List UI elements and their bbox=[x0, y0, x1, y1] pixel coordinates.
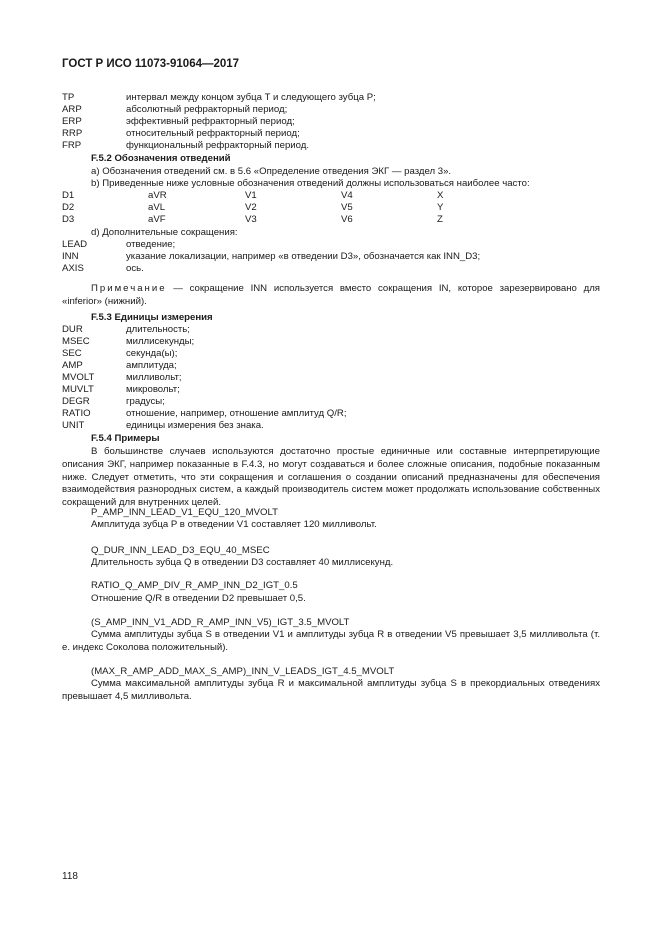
unit-value: длительность; bbox=[126, 324, 190, 335]
example-code: Q_DUR_INN_LEAD_D3_EQU_40_MSEC bbox=[91, 545, 270, 556]
abbrev-value: отведение; bbox=[126, 239, 176, 250]
abbrev-key: INN bbox=[62, 251, 79, 262]
example-desc: Отношение Q/R в отведении D2 превышает 0,5. bbox=[91, 593, 306, 604]
unit-row bbox=[62, 324, 602, 336]
unit-key: DEGR bbox=[62, 396, 90, 407]
intro-paragraph: В большинстве случаев используются достаточно простые единичные или составные интерпретирующие описания ЭКГ, например показанные в F.4.3, но могут создаваться и более сложные описания, подобные показанным ниже. Следует отметить, что эти сокращения и соглашения о создании описаний предназначены для обеспечения взаимодействия разнородных систем, а каждый производитель систем может продолжать использование собственных сокращений для внутренних целей. bbox=[62, 446, 600, 509]
unit-value: миллисекунды; bbox=[126, 336, 195, 347]
unit-row bbox=[62, 384, 602, 396]
unit-row bbox=[62, 396, 602, 408]
unit-value: микровольт; bbox=[126, 384, 180, 395]
section-title-f54: F.5.4 Примеры bbox=[91, 433, 160, 444]
abbrev-key: LEAD bbox=[62, 239, 88, 250]
abbrev-key: RRP bbox=[62, 128, 83, 139]
abbrev-key: TP bbox=[62, 92, 75, 103]
lead-cell: D3 bbox=[62, 214, 75, 225]
lead-cell: aVL bbox=[148, 202, 166, 213]
abbrev-value: абсолютный рефракторный период; bbox=[126, 104, 288, 115]
lead-cell: aVR bbox=[148, 190, 167, 201]
note-label: Примечание bbox=[91, 283, 167, 294]
unit-value: единицы измерения без знака. bbox=[126, 420, 264, 431]
lead-cell: D2 bbox=[62, 202, 75, 213]
lead-cell: Y bbox=[437, 202, 444, 213]
unit-key: SEC bbox=[62, 348, 82, 359]
unit-key: RATIO bbox=[62, 408, 91, 419]
abbrev-value: эффективный рефракторный период; bbox=[126, 116, 295, 127]
lead-cell: V2 bbox=[245, 202, 257, 213]
unit-value: секунда(ы); bbox=[126, 348, 178, 359]
unit-value: отношение, например, отношение амплитуд Q/R; bbox=[126, 408, 347, 419]
unit-value: амплитуда; bbox=[126, 360, 177, 371]
lead-cell: aVF bbox=[148, 214, 166, 225]
example-code: (S_AMP_INN_V1_ADD_R_AMP_INN_V5)_IGT_3.5_MVOLT bbox=[91, 617, 350, 628]
section-title-f52: F.5.2 Обозначения отведений bbox=[91, 153, 231, 164]
unit-key: MSEC bbox=[62, 336, 90, 347]
abbrev-key: FRP bbox=[62, 140, 82, 151]
abbrev-value: функциональный рефракторный период. bbox=[126, 140, 310, 151]
abbrev-row bbox=[62, 263, 602, 275]
lead-cell: X bbox=[437, 190, 444, 201]
unit-key: DUR bbox=[62, 324, 83, 335]
lead-cell: V4 bbox=[341, 190, 353, 201]
unit-row bbox=[62, 336, 602, 348]
lead-cell: V5 bbox=[341, 202, 353, 213]
abbrev-row bbox=[62, 239, 602, 251]
abbrev-row bbox=[62, 140, 602, 152]
lead-note-d: d) Дополнительные сокращения: bbox=[91, 227, 238, 238]
example-code: P_AMP_INN_LEAD_V1_EQU_120_MVOLT bbox=[91, 507, 278, 518]
document-header: ГОСТ Р ИСО 11073-91064—2017 bbox=[62, 58, 240, 70]
example-code: (MAX_R_AMP_ADD_MAX_S_AMP)_INN_V_LEADS_IGT_4.5_MVOLT bbox=[91, 666, 395, 677]
unit-row bbox=[62, 408, 602, 420]
abbrev-key: ERP bbox=[62, 116, 82, 127]
section-title-f53: F.5.3 Единицы измерения bbox=[91, 312, 213, 323]
example-desc: Сумма максимальной амплитуды зубца R и максимальной амплитуды зубца S в прекордиальных отведениях превышает 4,5 милливольта. bbox=[62, 678, 600, 702]
unit-key: MUVLT bbox=[62, 384, 94, 395]
unit-value: милливольт; bbox=[126, 372, 182, 383]
abbrev-value: относительный рефракторный период; bbox=[126, 128, 300, 139]
example-desc: Амплитуда зубца P в отведении V1 составляет 120 милливольт. bbox=[91, 519, 377, 530]
unit-row bbox=[62, 372, 602, 384]
unit-row bbox=[62, 360, 602, 372]
example-code: RATIO_Q_AMP_DIV_R_AMP_INN_D2_IGT_0.5 bbox=[91, 580, 298, 591]
example-desc: Длительность зубца Q в отведении D3 составляет 40 миллисекунд. bbox=[91, 557, 394, 568]
unit-row bbox=[62, 420, 602, 432]
lead-note-b: b) Приведенные ниже условные обозначения отведений должны использоваться наиболее часто: bbox=[91, 178, 530, 189]
lead-cell: V3 bbox=[245, 214, 257, 225]
abbrev-row bbox=[62, 92, 602, 104]
abbrev-row bbox=[62, 116, 602, 128]
abbrev-row bbox=[62, 251, 602, 263]
page-number: 118 bbox=[62, 871, 78, 882]
abbrev-value: ось. bbox=[126, 263, 144, 274]
unit-row bbox=[62, 348, 602, 360]
lead-cell: D1 bbox=[62, 190, 75, 201]
unit-key: UNIT bbox=[62, 420, 85, 431]
abbrev-value: указание локализации, например «в отведении D3», обозначается как INN_D3; bbox=[126, 251, 481, 262]
lead-note-a: a) Обозначения отведений см. в 5.6 «Определение отведения ЭКГ — раздел 3». bbox=[91, 166, 452, 177]
abbrev-key: ARP bbox=[62, 104, 82, 115]
abbrev-key: AXIS bbox=[62, 263, 84, 274]
unit-value: градусы; bbox=[126, 396, 165, 407]
lead-cell: Z bbox=[437, 214, 443, 225]
abbrev-row bbox=[62, 128, 602, 140]
lead-cell: V1 bbox=[245, 190, 257, 201]
abbrev-row bbox=[62, 104, 602, 116]
unit-key: MVOLT bbox=[62, 372, 95, 383]
example-desc: Сумма амплитуды зубца S в отведении V1 и амплитуды зубца R в отведении V5 превышает 3,5 милливольта (т. е. индекс Соколова положительный). bbox=[62, 629, 600, 653]
note-paragraph bbox=[62, 283, 600, 309]
abbrev-value: интервал между концом зубца T и следующего зубца P; bbox=[126, 92, 376, 103]
unit-key: AMP bbox=[62, 360, 83, 371]
note-text: — сокращение INN используется вместо сокращения IN, которое зарезервировано для «inferior» (нижний). bbox=[62, 283, 600, 307]
lead-cell: V6 bbox=[341, 214, 353, 225]
